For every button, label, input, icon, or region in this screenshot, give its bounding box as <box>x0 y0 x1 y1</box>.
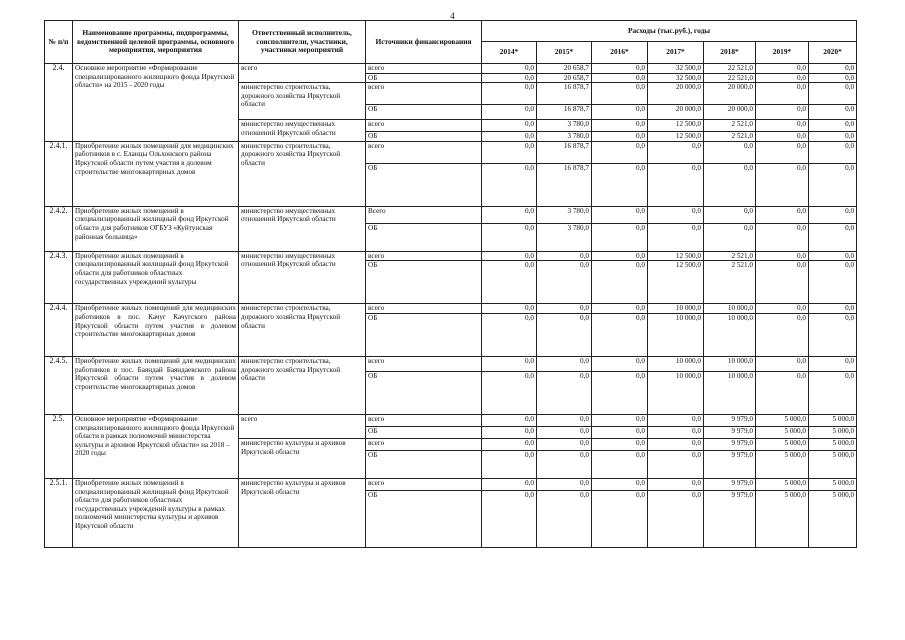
source-cell: ОБ <box>366 73 482 83</box>
value-cell: 0,0 <box>482 261 537 304</box>
value-cell: 0,0 <box>482 120 537 132</box>
value-cell: 22 521,0 <box>704 64 756 74</box>
source-cell: всего <box>366 141 482 163</box>
executor-cell: министерство имущественных отношений Иркутской области <box>239 120 366 142</box>
value-cell: 5 000,0 <box>756 426 809 438</box>
source-cell: ОБ <box>366 426 482 438</box>
value-cell: 0,0 <box>592 356 648 371</box>
value-cell: 9 979,0 <box>704 426 756 438</box>
value-cell: 0,0 <box>592 478 648 490</box>
value-cell: 0,0 <box>592 132 648 142</box>
value-cell: 0,0 <box>592 163 648 206</box>
value-cell: 3 780,0 <box>537 206 592 223</box>
value-cell: 10 000,0 <box>704 304 756 314</box>
value-cell: 0,0 <box>704 223 756 251</box>
value-cell: 0,0 <box>482 414 537 426</box>
value-cell: 0,0 <box>592 251 648 261</box>
value-cell: 0,0 <box>756 120 809 132</box>
item-name: Приобретение жилых помещений для медицинских работников в пос. Баяндай Баяндаевского района Иркутской области путем участия в долевом строительстве многоквартирных домов <box>73 356 239 414</box>
executor-cell: министерство строительства, дорожного хозяйства Иркутской области <box>239 304 366 357</box>
source-cell: Всего <box>366 206 482 223</box>
value-cell: 0,0 <box>809 313 857 356</box>
value-cell: 20 000,0 <box>648 83 704 105</box>
value-cell: 0,0 <box>482 132 537 142</box>
value-cell: 2 521,0 <box>704 132 756 142</box>
value-cell: 9 979,0 <box>704 450 756 478</box>
value-cell: 20 658,7 <box>537 73 592 83</box>
table-row <box>45 141 857 163</box>
value-cell: 0,0 <box>592 105 648 120</box>
value-cell: 0,0 <box>592 426 648 438</box>
value-cell: 0,0 <box>648 426 704 438</box>
value-cell: 0,0 <box>704 163 756 206</box>
value-cell: 0,0 <box>809 64 857 74</box>
value-cell: 0,0 <box>809 304 857 314</box>
executor-cell: министерство строительства, дорожного хозяйства Иркутской области <box>239 356 366 414</box>
value-cell: 0,0 <box>809 73 857 83</box>
value-cell: 0,0 <box>482 371 537 414</box>
table-row <box>45 251 857 261</box>
value-cell: 10 000,0 <box>704 371 756 414</box>
value-cell: 0,0 <box>482 223 537 251</box>
value-cell: 0,0 <box>482 490 537 547</box>
header-year: 2019* <box>756 42 809 64</box>
item-number: 2.4.2. <box>45 206 73 251</box>
value-cell: 0,0 <box>592 64 648 74</box>
header-year: 2016* <box>592 42 648 64</box>
item-number: 2.4. <box>45 64 73 142</box>
source-cell: ОБ <box>366 371 482 414</box>
value-cell: 0,0 <box>482 163 537 206</box>
source-cell: всего <box>366 83 482 105</box>
item-name: Основное мероприятие «Формирование специализированного жилищного фонда Иркутской области» на 2015 - 2020 годы <box>73 64 239 142</box>
source-cell: всего <box>366 478 482 490</box>
value-cell: 10 000,0 <box>648 356 704 371</box>
value-cell: 0,0 <box>537 478 592 490</box>
value-cell: 5 000,0 <box>756 438 809 450</box>
value-cell: 20 000,0 <box>648 105 704 120</box>
source-cell: всего <box>366 64 482 74</box>
value-cell: 0,0 <box>809 105 857 120</box>
value-cell: 0,0 <box>809 371 857 414</box>
source-cell: всего <box>366 120 482 132</box>
value-cell: 0,0 <box>809 141 857 163</box>
value-cell: 10 000,0 <box>648 304 704 314</box>
value-cell: 0,0 <box>809 132 857 142</box>
value-cell: 22 521,0 <box>704 73 756 83</box>
source-cell: ОБ <box>366 105 482 120</box>
value-cell: 0,0 <box>756 73 809 83</box>
header-year: 2017* <box>648 42 704 64</box>
value-cell: 0,0 <box>648 438 704 450</box>
table-row <box>45 206 857 223</box>
value-cell: 0,0 <box>648 206 704 223</box>
value-cell: 0,0 <box>482 478 537 490</box>
value-cell: 5 000,0 <box>809 426 857 438</box>
value-cell: 0,0 <box>537 490 592 547</box>
value-cell: 0,0 <box>482 426 537 438</box>
value-cell: 0,0 <box>482 313 537 356</box>
source-cell: всего <box>366 304 482 314</box>
table-row <box>45 414 857 426</box>
value-cell: 5 000,0 <box>809 478 857 490</box>
header-year: 2015* <box>537 42 592 64</box>
table-row <box>45 304 857 314</box>
source-cell: всего <box>366 438 482 450</box>
value-cell: 0,0 <box>482 450 537 478</box>
source-cell: ОБ <box>366 313 482 356</box>
value-cell: 0,0 <box>592 304 648 314</box>
executor-cell: министерство имущественных отношений Иркутской области <box>239 206 366 251</box>
value-cell: 0,0 <box>756 163 809 206</box>
value-cell: 16 878,7 <box>537 141 592 163</box>
expenses-table <box>44 20 857 548</box>
executor-cell: министерство строительства, дорожного хозяйства Иркутской области <box>239 141 366 206</box>
header-year: 2014* <box>482 42 537 64</box>
value-cell: 3 780,0 <box>537 132 592 142</box>
value-cell: 5 000,0 <box>756 478 809 490</box>
value-cell: 5 000,0 <box>756 450 809 478</box>
value-cell: 5 000,0 <box>809 450 857 478</box>
value-cell: 0,0 <box>756 371 809 414</box>
table-row <box>45 478 857 490</box>
value-cell: 0,0 <box>809 261 857 304</box>
executor-cell: министерство имущественных отношений Иркутской области <box>239 251 366 304</box>
value-cell: 0,0 <box>537 414 592 426</box>
executor-cell: всего <box>239 414 366 438</box>
value-cell: 0,0 <box>704 206 756 223</box>
value-cell: 0,0 <box>756 251 809 261</box>
value-cell: 0,0 <box>809 163 857 206</box>
value-cell: 5 000,0 <box>809 438 857 450</box>
executor-cell: министерство культуры и архивов Иркутской области <box>239 478 366 547</box>
value-cell: 0,0 <box>592 141 648 163</box>
value-cell: 2 521,0 <box>704 251 756 261</box>
value-cell: 0,0 <box>592 261 648 304</box>
value-cell: 0,0 <box>537 313 592 356</box>
value-cell: 0,0 <box>482 438 537 450</box>
value-cell: 0,0 <box>592 83 648 105</box>
header-year: 2018* <box>704 42 756 64</box>
value-cell: 0,0 <box>592 223 648 251</box>
page-number: 4 <box>450 11 455 21</box>
value-cell: 9 979,0 <box>704 490 756 547</box>
source-cell: ОБ <box>366 490 482 547</box>
value-cell: 0,0 <box>809 120 857 132</box>
value-cell: 16 878,7 <box>537 83 592 105</box>
table-body <box>45 64 857 548</box>
value-cell: 0,0 <box>756 261 809 304</box>
value-cell: 0,0 <box>704 141 756 163</box>
value-cell: 9 979,0 <box>704 478 756 490</box>
source-cell: ОБ <box>366 223 482 251</box>
table-row <box>45 64 857 74</box>
value-cell: 20 000,0 <box>704 105 756 120</box>
value-cell: 0,0 <box>537 251 592 261</box>
value-cell: 0,0 <box>648 414 704 426</box>
value-cell: 0,0 <box>756 83 809 105</box>
value-cell: 10 000,0 <box>704 313 756 356</box>
header-executor: Ответственный исполнитель, соисполнители, участники, участники мероприятий <box>239 21 366 64</box>
value-cell: 0,0 <box>756 304 809 314</box>
value-cell: 5 000,0 <box>809 490 857 547</box>
source-cell: всего <box>366 251 482 261</box>
value-cell: 0,0 <box>592 206 648 223</box>
header-num: № п/п <box>45 21 73 64</box>
value-cell: 12 500,0 <box>648 120 704 132</box>
header-source: Источники финансирования <box>366 21 482 64</box>
value-cell: 0,0 <box>592 73 648 83</box>
value-cell: 10 000,0 <box>648 371 704 414</box>
value-cell: 12 500,0 <box>648 261 704 304</box>
value-cell: 0,0 <box>756 132 809 142</box>
value-cell: 5 000,0 <box>756 414 809 426</box>
item-name: Приобретение жилых помещений в специализированный жилищный фонд Иркутской области для работников ОГБУЗ «Куйтунская районная больница» <box>73 206 239 251</box>
value-cell: 3 780,0 <box>537 223 592 251</box>
source-cell: ОБ <box>366 261 482 304</box>
header-year: 2020* <box>809 42 857 64</box>
value-cell: 3 780,0 <box>537 120 592 132</box>
value-cell: 0,0 <box>756 223 809 251</box>
value-cell: 0,0 <box>482 105 537 120</box>
value-cell: 0,0 <box>537 426 592 438</box>
value-cell: 0,0 <box>648 490 704 547</box>
source-cell: ОБ <box>366 450 482 478</box>
value-cell: 0,0 <box>648 141 704 163</box>
value-cell: 0,0 <box>648 223 704 251</box>
value-cell: 0,0 <box>809 223 857 251</box>
value-cell: 0,0 <box>809 251 857 261</box>
value-cell: 0,0 <box>592 120 648 132</box>
value-cell: 0,0 <box>592 450 648 478</box>
value-cell: 0,0 <box>756 206 809 223</box>
value-cell: 0,0 <box>537 438 592 450</box>
header-expenses: Расходы (тыс.руб.), годы <box>482 21 857 42</box>
value-cell: 0,0 <box>809 83 857 105</box>
value-cell: 5 000,0 <box>756 490 809 547</box>
value-cell: 0,0 <box>482 206 537 223</box>
value-cell: 0,0 <box>482 141 537 163</box>
value-cell: 20 000,0 <box>704 83 756 105</box>
value-cell: 16 878,7 <box>537 105 592 120</box>
value-cell: 0,0 <box>809 206 857 223</box>
item-name: Приобретение жилых помещений для медицинских работников в с. Еланцы Ольхонского района Иркутской области путем участия в долевом строительстве многоквартирных домов <box>73 141 239 206</box>
item-number: 2.5. <box>45 414 73 478</box>
value-cell: 0,0 <box>592 438 648 450</box>
value-cell: 16 878,7 <box>537 163 592 206</box>
source-cell: ОБ <box>366 132 482 142</box>
value-cell: 0,0 <box>482 356 537 371</box>
source-cell: всего <box>366 414 482 426</box>
value-cell: 9 979,0 <box>704 438 756 450</box>
header-name: Наименование программы, подпрограммы, ведомственной целевой программы, основного мероприятия, мероприятия <box>73 21 239 64</box>
value-cell: 0,0 <box>592 371 648 414</box>
value-cell: 0,0 <box>537 261 592 304</box>
value-cell: 12 500,0 <box>648 251 704 261</box>
value-cell: 0,0 <box>592 414 648 426</box>
value-cell: 0,0 <box>648 478 704 490</box>
value-cell: 0,0 <box>756 64 809 74</box>
value-cell: 0,0 <box>756 141 809 163</box>
table-row <box>45 356 857 371</box>
value-cell: 2 521,0 <box>704 261 756 304</box>
item-number: 2.4.5. <box>45 356 73 414</box>
item-number: 2.5.1. <box>45 478 73 547</box>
item-name: Приобретение жилых помещений в специализированный жилищный фонд Иркутской области для работников областных государственных учреждений культуры <box>73 251 239 304</box>
value-cell: 5 000,0 <box>809 414 857 426</box>
value-cell: 0,0 <box>537 450 592 478</box>
value-cell: 0,0 <box>648 450 704 478</box>
value-cell: 0,0 <box>537 304 592 314</box>
executor-cell: министерство культуры и архивов Иркутской области <box>239 438 366 478</box>
value-cell: 32 500,0 <box>648 64 704 74</box>
value-cell: 0,0 <box>756 313 809 356</box>
value-cell: 20 658,7 <box>537 64 592 74</box>
value-cell: 10 000,0 <box>648 313 704 356</box>
executor-cell: всего <box>239 64 366 83</box>
executor-cell: министерство строительства, дорожного хозяйства Иркутской области <box>239 83 366 120</box>
value-cell: 9 979,0 <box>704 414 756 426</box>
item-number: 2.4.4. <box>45 304 73 357</box>
item-number: 2.4.3. <box>45 251 73 304</box>
value-cell: 10 000,0 <box>704 356 756 371</box>
value-cell: 32 500,0 <box>648 73 704 83</box>
value-cell: 0,0 <box>756 105 809 120</box>
value-cell: 0,0 <box>482 251 537 261</box>
value-cell: 0,0 <box>482 83 537 105</box>
value-cell: 0,0 <box>592 313 648 356</box>
item-name: Основное мероприятие «Формирование специализированного жилищного фонда Иркутской области в рамках полномочий министерства культуры и архивов Иркутской области» на 2018 – 2020 годы <box>73 414 239 478</box>
value-cell: 0,0 <box>482 64 537 74</box>
value-cell: 0,0 <box>482 304 537 314</box>
source-cell: всего <box>366 356 482 371</box>
value-cell: 0,0 <box>809 356 857 371</box>
item-number: 2.4.1. <box>45 141 73 206</box>
value-cell: 0,0 <box>537 371 592 414</box>
source-cell: ОБ <box>366 163 482 206</box>
value-cell: 0,0 <box>756 356 809 371</box>
value-cell: 12 500,0 <box>648 132 704 142</box>
value-cell: 0,0 <box>482 73 537 83</box>
item-name: Приобретение жилых помещений для медицинских работников в пос. Качуг Качугского района Иркутской области путем участия в долевом строительстве многоквартирных домов <box>73 304 239 357</box>
value-cell: 0,0 <box>592 490 648 547</box>
value-cell: 2 521,0 <box>704 120 756 132</box>
value-cell: 0,0 <box>537 356 592 371</box>
item-name: Приобретение жилых помещений в специализированный жилищный фонд Иркутской области для работников областных государственных учреждений культуры в рамках полномочий министерства культуры и архивов Иркутской области <box>73 478 239 547</box>
value-cell: 0,0 <box>648 163 704 206</box>
